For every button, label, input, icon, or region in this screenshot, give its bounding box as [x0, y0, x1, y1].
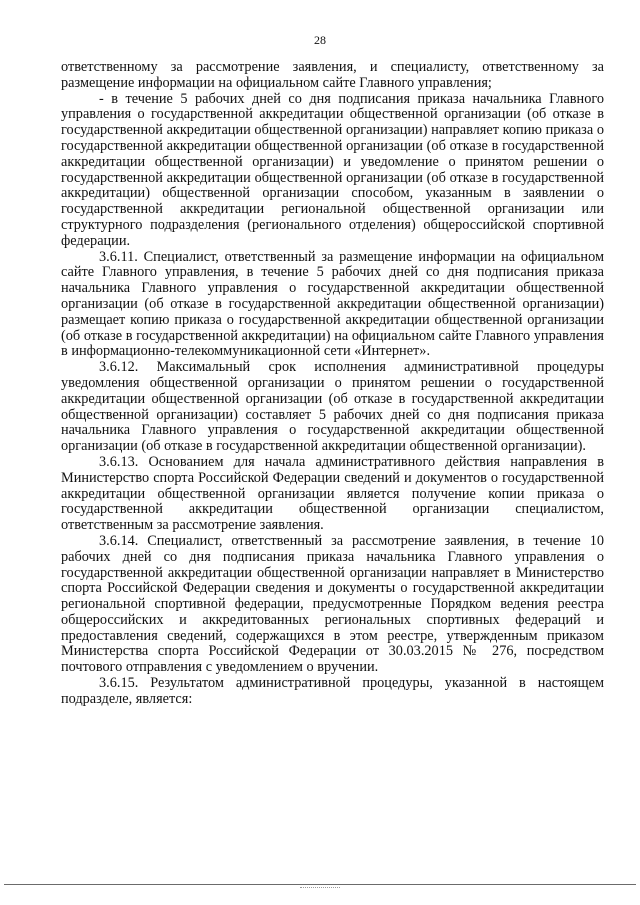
paragraph-3-6-13: 3.6.13. Основанием для начала административного действия направления в Министерство спорта Российской Федерации сведений и документов о государственной аккредитации общественной организации является получение копии приказа о государственной аккредитации общественной организации специалистом, ответственным за рассмотрение заявления. [61, 453, 604, 534]
paragraph-continuation: ответственному за рассмотрение заявления, и специалисту, ответственному за размещение информации на официальном сайте Главного управления; [61, 59, 604, 91]
footer-mark [300, 887, 340, 892]
paragraph-3-6-11: 3.6.11. Специалист, ответственный за размещение информации на официальном сайте Главного управления, в течение 5 рабочих дней со дня подписания приказа начальника Главного управления о государственной аккредитации общественной организации (об отказе в государственной аккредитации общественной организации) размещает копию приказа о государственной аккредитации общественной организации (об отказе в государственной аккредитации) на официальном сайте Главного управления в информационно-телекоммуникационной сети «Интернет». [61, 248, 604, 360]
paragraph-list-item: - в течение 5 рабочих дней со дня подписания приказа начальника Главного управления о государственной аккредитации общественной организации (об отказе в государственной аккредитации общественной организации) направляет копию приказа о государственной аккредитации общественной организации (об отказе в государственной аккредитации общественной организации) и уведомление о принятом решении о государственной аккредитации общественной организации (об отказе в государственной аккредитации) общественной организации способом, указанным в заявлении о государственной аккредитации региональной общественной организации или структурного подразделения (регионального отделения) общероссийской спортивной федерации. [61, 90, 604, 249]
paragraph-3-6-15: 3.6.15. Результатом административной процедуры, указанной в настоящем подразделе, является: [61, 675, 604, 707]
document-body [61, 60, 604, 708]
paragraph-3-6-12: 3.6.12. Максимальный срок исполнения административной процедуры уведомления общественной организации о принятом решении о государственной аккредитации общественной организации (об отказе в государственной аккредитации общественной организации) составляет 5 рабочих дней со дня подписания приказа начальника Главного управления о государственной аккредитации общественной организации (об отказе в государственной аккредитации общественной организации). [61, 359, 604, 455]
page-number: 28 [314, 33, 326, 47]
footer-divider [4, 884, 636, 885]
paragraph-3-6-14: 3.6.14. Специалист, ответственный за рассмотрение заявления, в течение 10 рабочих дней со дня подписания приказа начальника Главного управления о государственной аккредитации общественной организации направляет в Министерство спорта Российской Федерации сведения и документы о государственной аккредитации региональной спортивной федерации, предусмотренные Порядком ведения реестра общероссийских и аккредитованных региональных спортивных федераций и предоставления сведений, содержащихся в этом реестре, утвержденным приказом Министерства спорта Российской Федерации от 30.03.2015 № 276, посредством почтового отправления с уведомлением о вручении. [61, 532, 604, 676]
